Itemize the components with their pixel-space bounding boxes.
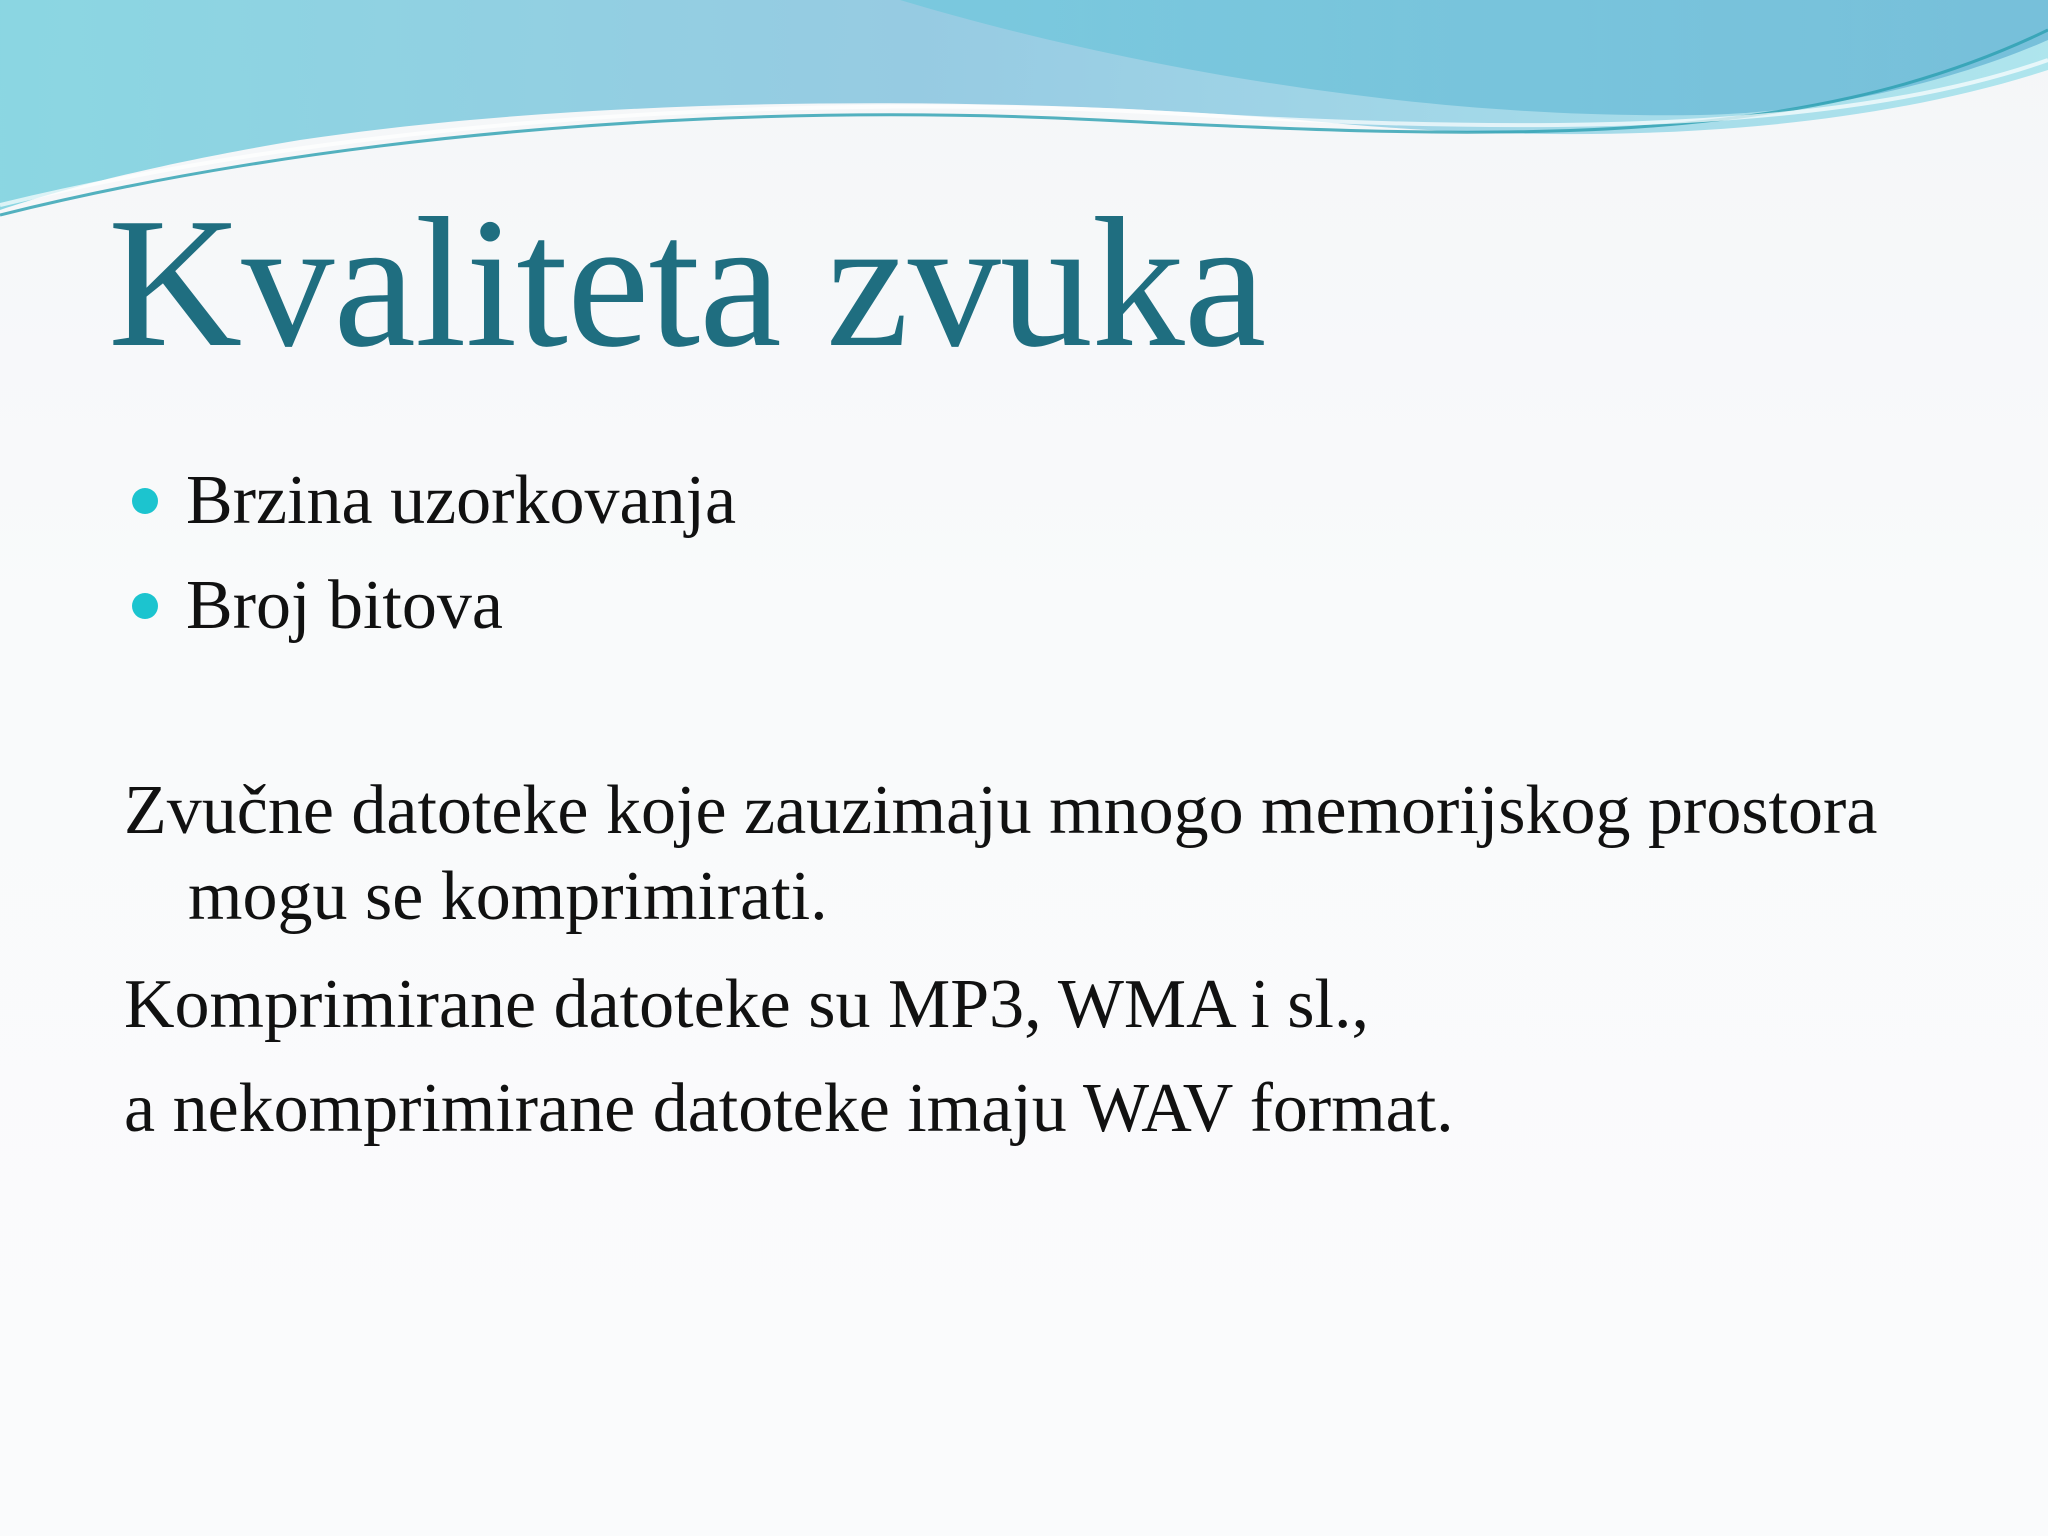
bullet-item: [126, 553, 736, 658]
paragraph-compressed-formats: Komprimirane datoteke su MP3, WMA i sl.,: [124, 966, 1369, 1043]
bullet-list: [126, 448, 736, 658]
bullet-label: Broj bitova: [186, 567, 503, 644]
paragraph-compression: Zvučne datoteke koje zauzimaju mnogo memorijskog prostora mogu se komprimirati.: [124, 772, 1878, 935]
slide-title: Kvaliteta zvuka: [108, 180, 1266, 386]
bullet-item: [126, 448, 736, 553]
paragraph-uncompressed-format: a nekomprimirane datoteke imaju WAV format.: [124, 1070, 1454, 1147]
bullet-dot-icon: [132, 488, 158, 514]
bullet-label: Brzina uzorkovanja: [186, 462, 737, 539]
bullet-dot-icon: [132, 593, 158, 619]
